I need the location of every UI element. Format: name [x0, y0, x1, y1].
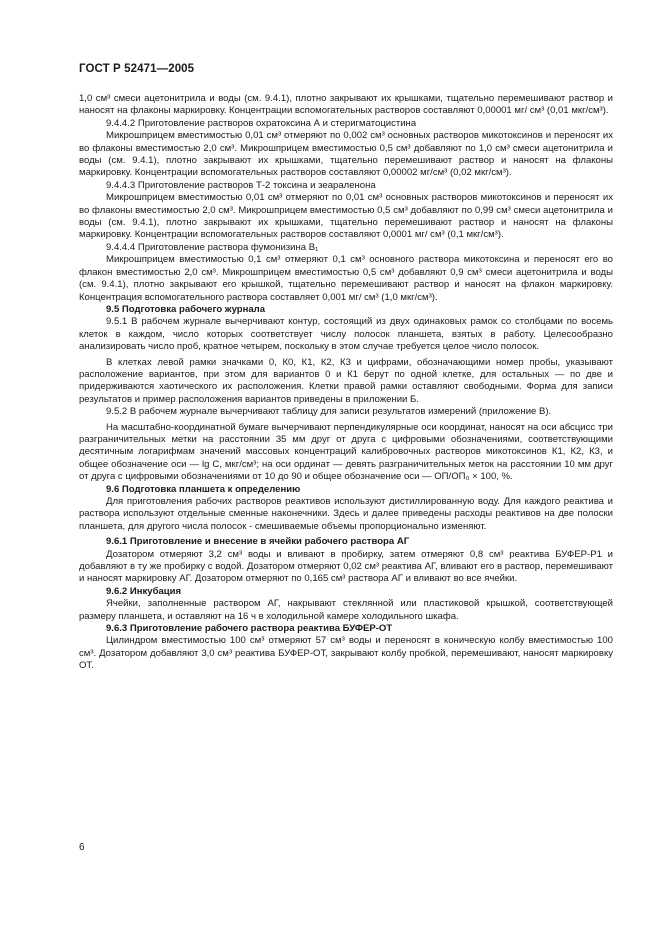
paragraph: 1,0 см³ смеси ацетонитрила и воды (см. 9.4.1), плотно закрывают их крышками, тщательно перемешивают раствор и наносят на флаконы маркировку. Концентрации вспомогательных растворов составляют 0,00001 мг/ см³ (0,01 мкг/см³).: [79, 93, 613, 117]
paragraph: Микрошприцем вместимостью 0,01 см³ отмеряют по 0,002 см³ основных растворов микотоксинов и переносят их во флаконы вместимостью 2,0 см³. Микрошприцем вместимостью 0,5 см³ добавляют по 1,0 см³ смеси ацетонитрила и воды (см. 9.4.1), плотно закрывают их крышками, тщательно перемешивают раствор и наносят на флаконы маркировку. Концентрации вспомогательных растворов составляют 0,00002 мг/см³ (0,02 мкг/см³).: [79, 130, 613, 179]
paragraph: Цилиндром вместимостью 100 см³ отмеряют 57 см³ воды и переносят в коническую колбу вместимостью 100 см³. Дозатором добавляют 3,0 см³ реактива БУФЕР-ОТ, закрывают колбу пробкой, перемешивают, наносят маркировку ОТ.: [79, 635, 613, 672]
paragraph: В клетках левой рамки значками 0, К0, К1, К2, К3 и цифрами, обозначающими номер пробы, указывают расположение вариантов, при этом для вариантов 0 и К1 берут по одной клетке, для остальных — по две и придерживаются хаотического их расположения. Клетки правой рамки оставляют свободными. Форма для записи результатов и пример расположения вариантов приведены в приложении Б.: [79, 356, 613, 405]
section-heading: 9.4.4.3 Приготовление растворов Т-2 токсина и зеараленона: [106, 179, 376, 191]
paragraph: Микрошприцем вместимостью 0,1 см³ отмеряют 0,1 см³ основного раствора микотоксина и переносят его во флакон вместимостью 2,0 см³. Микрошприцем вместимостью 0,5 см³ добавляют 0,9 см³ смеси ацетонитрила и воды (см. 9.4.1), плотно закрывают его крышкой, тщательно перемешивают раствор и наносят на флакон маркировку. Концентрация вспомогательного раствора составляет 0,001 мг/ см³ (1,0 мкг/см³).: [79, 254, 613, 303]
paragraph: Микрошприцем вместимостью 0,01 см³ отмеряют по 0,01 см³ основных растворов микотоксинов и переносят их во флаконы вместимостью 2,0 см³. Микрошприцем вместимостью 0,5 см³ добавляют по 0,99 см³ смеси ацетонитрила и воды (см. 9.4.1), плотно закрывают их крышками, тщательно перемешивают раствор и наносят на флаконы маркировку. Концентрации вспомогательных растворов составляют 0,0001 мг/ см³ (0,1 мкг/см³).: [79, 192, 613, 241]
section-heading: 9.4.4.4 Приготовление раствора фумонизина В₁: [106, 241, 319, 253]
section-heading: 9.6 Подготовка планшета к определению: [106, 483, 301, 495]
paragraph: Дозатором отмеряют 3,2 см³ воды и вливают в пробирку, затем отмеряют 0,8 см³ реактива БУФЕР-Р1 и добавляют в ту же пробирку с водой. Дозатором отмеряют 0,02 см³ реактива АГ, вливают его в раствор, перемешивают и наносят маркировку АГ. Дозатором отмеряют по 0,165 см³ раствора АГ и вливают во все ячейки.: [79, 548, 613, 585]
paragraph: Для приготовления рабочих растворов реактивов используют дистиллированную воду. Для каждого реактива и раствора используют отдельные сменные наконечники. Здесь и далее приведены расходы реактивов на две полоски планшета, для другого числа полосок - смешиваемые объемы пропорционально изменяют.: [79, 496, 613, 532]
page-number: 6: [79, 842, 85, 853]
document-body: [79, 93, 613, 673]
section-heading: 9.4.4.2 Приготовление растворов охратоксина А и стеригматоцистина: [106, 117, 417, 129]
section-heading: 9.6.3 Приготовление рабочего раствора реактива БУФЕР-ОТ: [106, 623, 393, 635]
paragraph: 9.5.1 В рабочем журнале вычерчивают контур, состоящий из двух одинаковых рамок со столбцами по восемь клеток в каждом, число которых соответствует числу полосок планшета, взятых в работу. Целесообразно анализировать число проб, кратное четырем, поскольку в этом случае требуется целое число полосок.: [79, 316, 613, 353]
paragraph: На масштабно-координатной бумаге вычерчивают перпендикулярные оси координат, наносят на оси абсцисс три разграничительных метки на расстоянии 35 мм друг от друга с цифровыми обозначениями, соответствующими десятичным логарифмам значений массовых концентраций калибровочных растворов микотоксинов К1, К2, К3, и общее обозначение оси — lg C, мкг/см³; на оси ординат — девять разграничительных меток на расстоянии 10 мм друг от друга с цифровыми обозначениями от 10 до 90 и общее обозначение оси — ОП/ОП₀ × 100, %.: [79, 421, 613, 483]
section-heading: 9.6.2 Инкубация: [106, 585, 182, 597]
paragraph: Ячейки, заполненные раствором АГ, накрывают стеклянной или пластиковой крышкой, соответствующей размеру планшета, и оставляют на 16 ч в холодильной камере холодильного шкафа.: [79, 598, 613, 622]
section-heading: 9.5 Подготовка рабочего журнала: [106, 303, 266, 315]
section-heading: 9.6.1 Приготовление и внесение в ячейки рабочего раствора АГ: [106, 536, 410, 548]
paragraph: 9.5.2 В рабочем журнале вычерчивают таблицу для записи результатов измерений (приложение В).: [106, 406, 552, 418]
standard-header: ГОСТ Р 52471—2005: [79, 63, 195, 75]
